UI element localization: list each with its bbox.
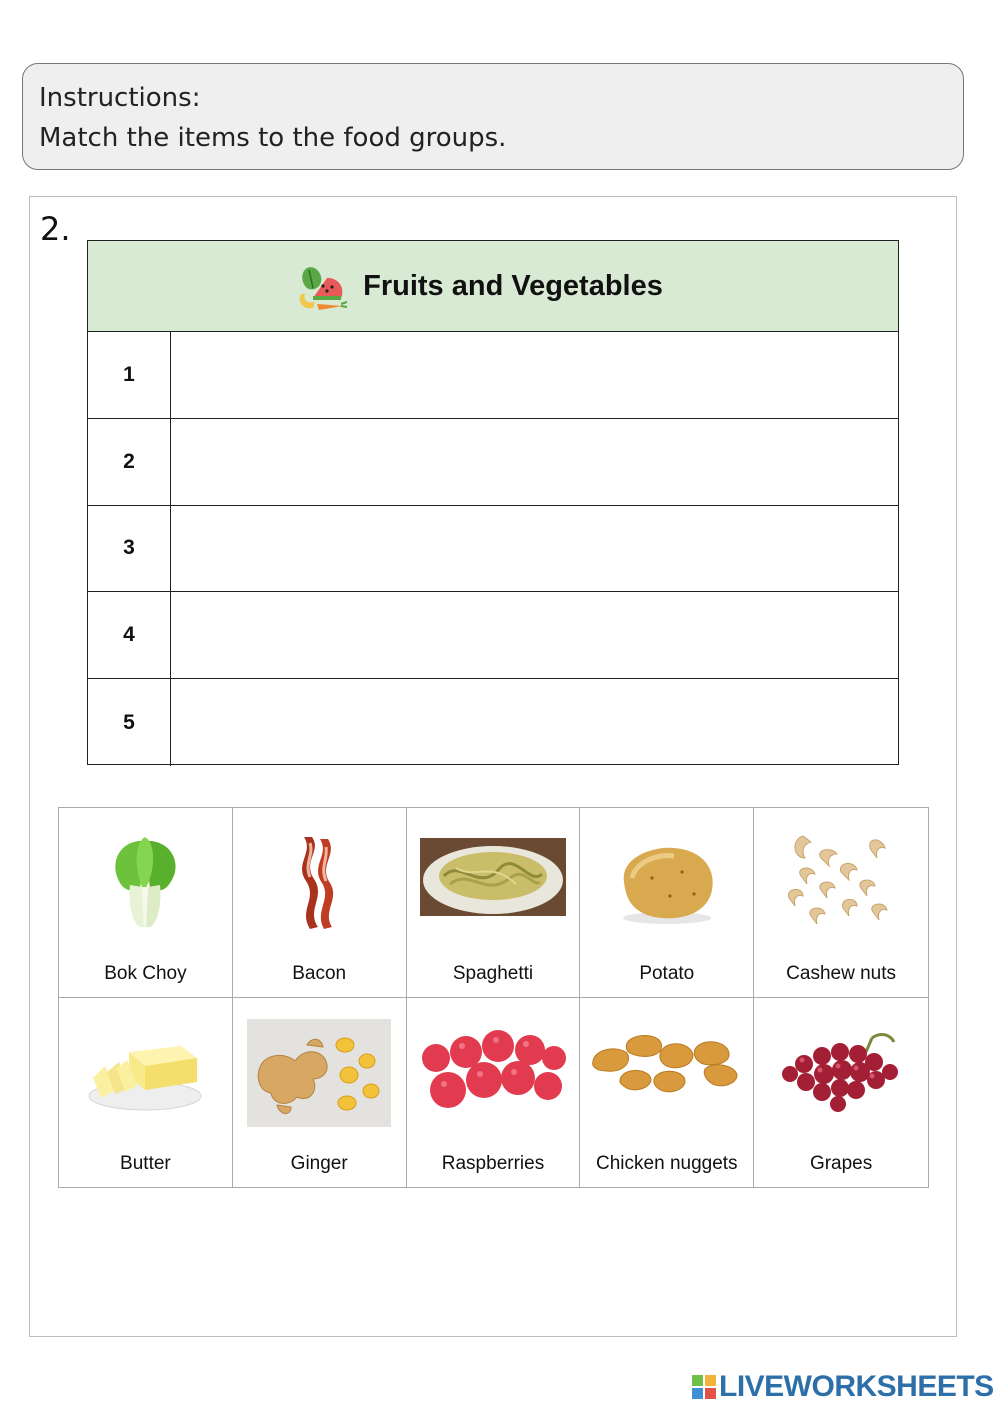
grapes-icon: [776, 1028, 906, 1118]
item-spaghetti[interactable]: [407, 808, 581, 998]
brand-name: LIVEWORKSHEETS: [719, 1370, 994, 1403]
bacon-icon: [284, 833, 354, 933]
chicken-nuggets-icon: [587, 1025, 747, 1105]
drop-slot-3[interactable]: [171, 506, 898, 592]
item-label: Bok Choy: [104, 963, 187, 984]
item-label: Grapes: [809, 1152, 873, 1174]
item-chicken-nuggets[interactable]: [580, 998, 754, 1188]
slot-number: 2: [88, 419, 171, 505]
ginger-icon: [247, 1019, 391, 1127]
item-label: Ginger: [290, 1152, 348, 1174]
item-bacon[interactable]: [233, 808, 407, 998]
slot-number: 1: [88, 332, 171, 418]
items-grid: [58, 807, 929, 1188]
food-group-header: [88, 241, 898, 332]
item-label: Bacon: [292, 963, 347, 984]
drop-row: [88, 506, 898, 593]
question-number: 2.: [40, 210, 71, 248]
drop-slot-5[interactable]: [171, 679, 898, 766]
item-potato[interactable]: [580, 808, 754, 998]
liveworksheets-logo-icon: [692, 1375, 716, 1399]
item-label: Raspberries: [441, 1152, 545, 1174]
drop-row: [88, 332, 898, 419]
item-label: Spaghetti: [452, 963, 534, 984]
fruits-vegetables-icon: [293, 258, 349, 314]
drop-row: [88, 419, 898, 506]
item-label: Chicken nuggets: [596, 1152, 738, 1174]
instructions-heading: Instructions:: [39, 83, 201, 113]
cashew-nuts-icon: [781, 828, 901, 938]
item-raspberries[interactable]: [407, 998, 581, 1188]
slot-number: 5: [88, 679, 171, 766]
brand-logo: [692, 1370, 994, 1404]
item-grapes[interactable]: [754, 998, 928, 1188]
item-label: Cashew nuts: [786, 963, 897, 984]
spaghetti-icon: [420, 838, 566, 916]
item-butter[interactable]: [59, 998, 233, 1188]
instructions-text: Match the items to the food groups.: [39, 123, 507, 153]
item-bok-choy[interactable]: [59, 808, 233, 998]
slot-number: 4: [88, 592, 171, 678]
drop-row: [88, 679, 898, 766]
food-group-title: Fruits and Vegetables: [363, 269, 663, 302]
drop-slot-4[interactable]: [171, 592, 898, 678]
butter-icon: [85, 1028, 205, 1118]
slot-number: 3: [88, 506, 171, 592]
item-ginger[interactable]: [233, 998, 407, 1188]
drop-slot-2[interactable]: [171, 419, 898, 505]
drop-slot-1[interactable]: [171, 332, 898, 418]
potato-icon: [612, 838, 722, 928]
raspberries-icon: [418, 1028, 568, 1118]
instructions-box: [22, 63, 964, 170]
bok-choy-icon: [100, 833, 190, 933]
item-cashew-nuts[interactable]: [754, 808, 928, 998]
item-label: Potato: [639, 963, 695, 984]
drop-row: [88, 592, 898, 679]
food-group-table: [87, 240, 899, 765]
item-label: Butter: [120, 1152, 171, 1174]
